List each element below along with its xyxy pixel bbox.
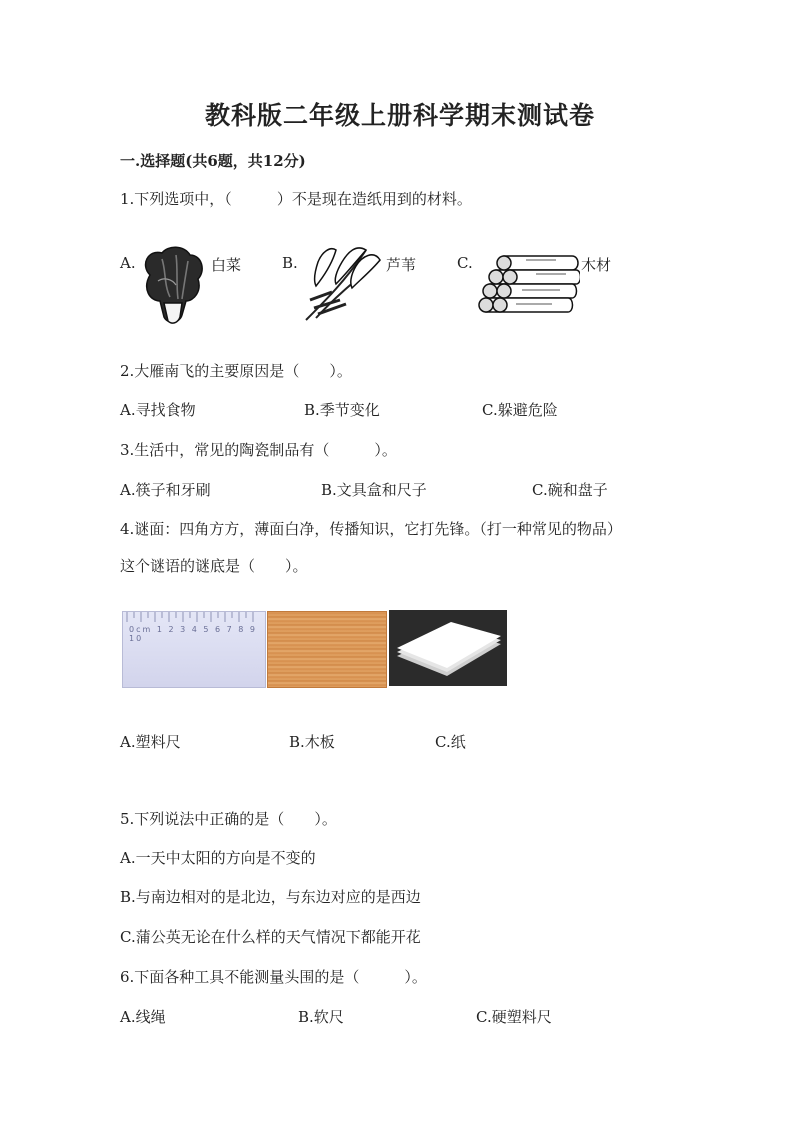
q1-option-a-letter: A. [120,254,136,272]
q3-option-c: C.碗和盘子 [532,481,608,499]
question-1: 1.下列选项中，（ ）不是现在造纸用到的材料。 [120,190,472,208]
q2-option-b: B.季节变化 [304,401,380,419]
question-5: 5.下列说法中正确的是（ ）。 [120,810,337,828]
q5-option-c: C.蒲公英无论在什么样的天气情况下都能开花 [120,928,421,946]
q3-option-a: A.筷子和牙刷 [120,481,211,499]
question-4: 4.谜面：四角方方，薄面白净，传播知识，它打先锋。（打一种常见的物品） [120,520,622,538]
question-6: 6.下面各种工具不能测量头围的是（ ）。 [120,968,427,986]
q6-option-c: C.硬塑料尺 [476,1008,552,1026]
paper-stack-image [389,610,507,686]
q5-option-b: B.与南边相对的是北边，与东边对应的是西边 [120,888,421,906]
q2-option-a: A.寻找食物 [120,401,196,419]
q1-option-c-label: 木材 [581,256,612,274]
q4-option-c: C.纸 [435,733,466,751]
wooden-board-image [267,611,387,688]
page-title: 教科版二年级上册科学期末测试卷 [204,101,595,130]
q4-option-b: B.木板 [289,733,335,751]
q1-option-c-letter: C. [457,254,473,272]
plastic-ruler-image [122,611,266,688]
q1-option-a-label: 白菜 [211,256,242,274]
q3-option-b: B.文具盒和尺子 [321,481,427,499]
q6-option-a: A.线绳 [120,1008,166,1026]
reed-icon [296,240,388,326]
q1-option-b-label: 芦苇 [386,256,417,274]
logs-icon [476,252,580,314]
q4-option-a: A.塑料尺 [120,733,181,751]
q2-option-c: C.躲避危险 [482,401,558,419]
question-4-line-2: 这个谜语的谜底是（ ）。 [120,557,308,575]
question-3: 3.生活中，常见的陶瓷制品有（ ）。 [120,441,397,459]
question-2: 2.大雁南飞的主要原因是（ ）。 [120,362,352,380]
section-heading: 一.选择题(共6题，共12分) [120,152,306,170]
q6-option-b: B.软尺 [298,1008,344,1026]
q5-option-a: A.一天中太阳的方向是不变的 [120,849,316,867]
q1-option-b-letter: B. [282,254,298,272]
ruler-scale-text: 0cm 1 2 3 4 5 6 7 8 9 10 [129,625,257,643]
cabbage-icon [136,245,206,327]
